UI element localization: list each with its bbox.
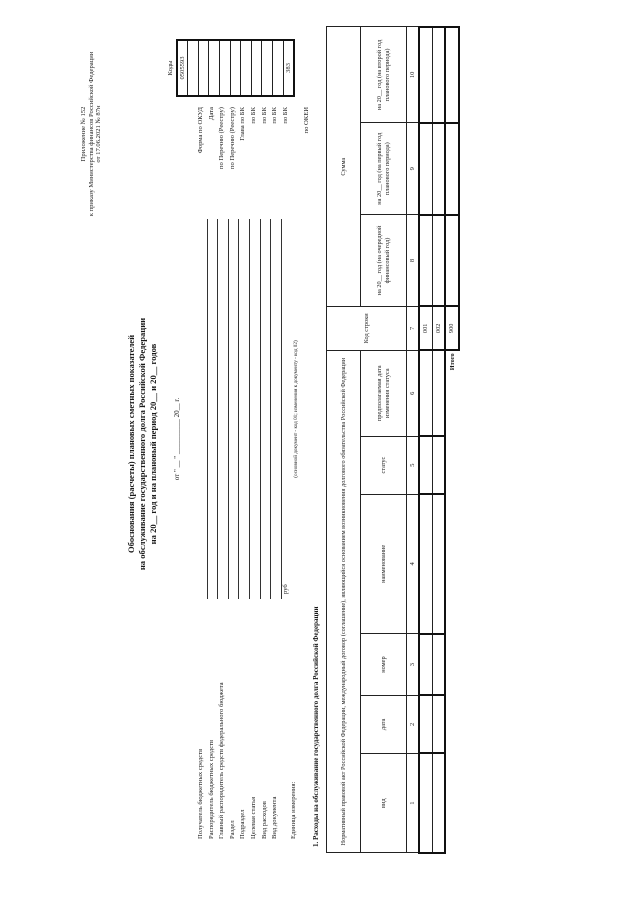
field-label: Распорядитель бюджетных средств (207, 739, 215, 839)
field-line (229, 219, 240, 599)
col-header-kod: Код строки (327, 306, 407, 350)
col-header-sum2: на 20__ год (на первый год планового периода) (361, 123, 407, 215)
data-cell (419, 494, 432, 634)
code-label: Форма по ОКУД (197, 107, 204, 154)
blank-cell (445, 494, 459, 634)
data-cell (419, 634, 432, 696)
section-title: 1. Расходы на обслуживание государственного долга Российской Федерации (312, 606, 320, 847)
codes-header: Коды (167, 60, 174, 76)
data-cell (432, 123, 445, 215)
document-title (126, 179, 160, 709)
data-cell (419, 27, 432, 123)
appendix-line-3: от 17.06.2021 № 87н (95, 105, 103, 163)
field-label: Вид документа (271, 796, 279, 839)
code-label: Дата (207, 107, 215, 121)
col-number: 9 (407, 123, 420, 215)
code-label: по Перечню (Реестру) (218, 107, 226, 170)
unit-value: руб (282, 584, 289, 594)
total-cell (445, 27, 459, 123)
total-label: Итого (448, 353, 456, 371)
appendix-line-1: Приложение № 152 (80, 106, 87, 162)
blank-cell (445, 634, 459, 696)
row-code: 002 (432, 306, 445, 350)
code-cell (230, 40, 241, 96)
title-line-1: Обоснования (расчеты) плановых сметных показателей (126, 334, 136, 554)
data-cell (419, 350, 432, 436)
field-label: Получатель бюджетных средств (197, 748, 204, 839)
field-label: Раздел (228, 820, 236, 839)
col-number: 2 (407, 695, 420, 753)
sum-header: Сумма (327, 27, 361, 306)
data-cell (419, 123, 432, 215)
data-cell (419, 753, 432, 853)
data-cell (419, 436, 432, 494)
unit-label: Единица измерения: (289, 781, 297, 839)
data-cell (432, 753, 445, 853)
group-header: Нормативный правовой акт Российской Федерации, международный договор (соглашение), являющийся основанием возникновения долгового обязательства Российской Федерации (327, 350, 361, 853)
col-number: 8 (407, 215, 420, 307)
field-line (239, 219, 250, 599)
code-label: по БК (281, 107, 289, 124)
data-cell (419, 695, 432, 753)
codes-table (166, 39, 295, 97)
field-line (271, 219, 282, 599)
data-cell (432, 436, 445, 494)
total-code: 900 (445, 306, 459, 350)
col-header-sum1: на 20__ год (на очередной финансовый год) (361, 215, 407, 307)
data-cell (432, 350, 445, 436)
data-cell (419, 215, 432, 307)
document-kind-note: (основной документ - код 01; изменения к документу - код 02) (293, 340, 299, 478)
code-cell (219, 40, 230, 96)
code-cell (188, 40, 199, 96)
data-cell (432, 215, 445, 307)
table-row (419, 27, 432, 853)
expenses-table (326, 26, 460, 854)
code-label: по ОКЕИ (302, 107, 310, 134)
code-label: по Перечню (Реестру) (228, 107, 236, 170)
code-cell (241, 40, 252, 96)
code-labels (197, 107, 314, 229)
code-cell (262, 40, 273, 96)
col-header-data: дата (361, 695, 407, 753)
code-label: по БК (249, 107, 257, 124)
data-cell (432, 27, 445, 123)
total-cell (445, 123, 459, 215)
field-label: Вид расходов (260, 801, 268, 839)
col-header-naim: наименование (361, 494, 407, 634)
code-cell (198, 40, 209, 96)
table-row (432, 27, 445, 853)
field-label: Главный распорядитель средств федерального бюджета (218, 682, 226, 839)
col-number: 10 (407, 27, 420, 123)
title-line-3: на 20__ год и на плановый период 20__ и 20__ годов (147, 343, 158, 545)
data-cell (432, 494, 445, 634)
field-line (261, 219, 272, 599)
code-cell (209, 40, 220, 96)
row-code: 001 (419, 306, 432, 350)
blank-cell (445, 753, 459, 853)
code-cell (272, 40, 283, 96)
appendix-note (80, 39, 103, 229)
col-number: 4 (407, 494, 420, 634)
blank-cell (445, 695, 459, 753)
code-cell (251, 40, 262, 96)
col-number: 6 (407, 350, 420, 436)
field-line (208, 219, 219, 599)
code-label: Глава по БК (239, 107, 247, 141)
field-label: Целевая статья (249, 796, 257, 839)
field-labels (197, 609, 300, 839)
col-number: 1 (407, 753, 420, 853)
field-line (197, 219, 208, 599)
total-cell (445, 215, 459, 307)
col-header-pred: предполагаемая дата изменения статуса (361, 350, 407, 436)
date-line: от " __ " __________ 20__ г. (173, 397, 181, 481)
blank-cell (445, 436, 459, 494)
field-underlines (197, 219, 282, 599)
code-label (292, 107, 303, 229)
field-line (218, 219, 229, 599)
col-number: 5 (407, 436, 420, 494)
field-label: Подраздел (239, 809, 247, 839)
code-label: по БК (271, 107, 279, 124)
field-line (250, 219, 261, 599)
appendix-line-2: к приказу Министерства финансов Российской Федерации (87, 51, 95, 217)
data-cell (432, 634, 445, 696)
col-number: 7 (407, 306, 420, 350)
data-cell (432, 695, 445, 753)
col-header-status: статус (361, 436, 407, 494)
total-row (445, 27, 459, 853)
col-header-sum3: на 20__ год (на второй год планового периода) (361, 27, 407, 123)
code-cell: 0505593 (177, 40, 188, 96)
col-header-vid: вид (361, 753, 407, 853)
code-label: по БК (260, 107, 268, 124)
code-cell: 383 (283, 40, 294, 96)
col-header-nomer: номер (361, 634, 407, 696)
col-number: 3 (407, 634, 420, 696)
title-line-2: на обслуживание государственного долга Российской Федерации (136, 317, 147, 571)
